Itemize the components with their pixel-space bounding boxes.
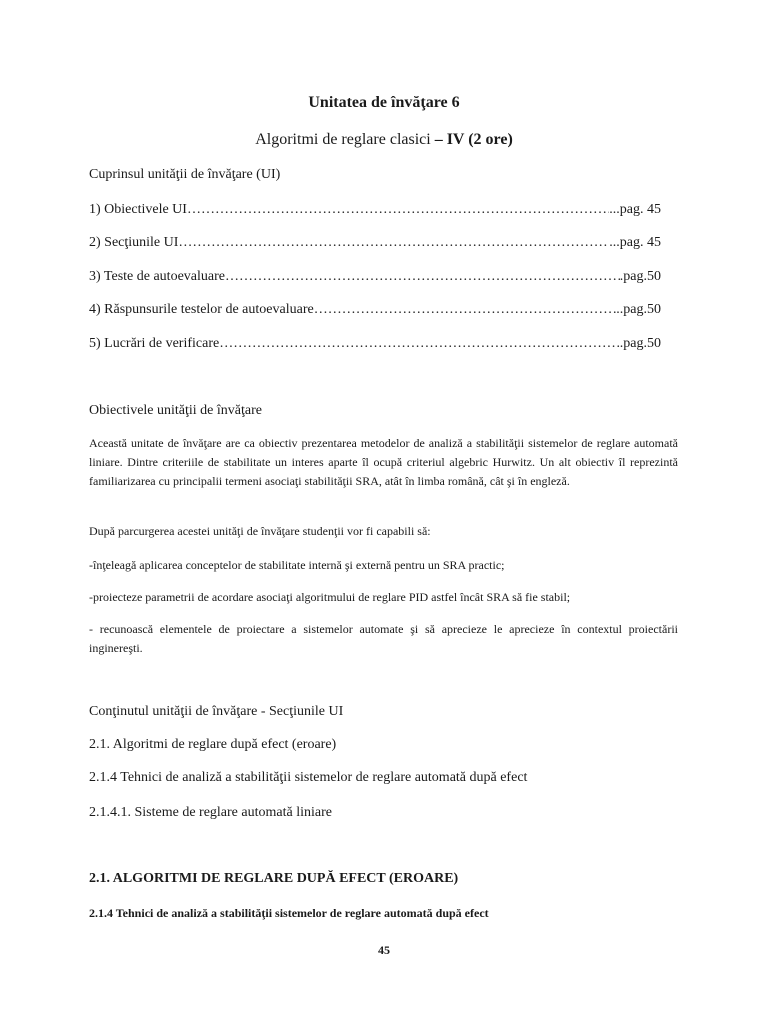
content-item: 2.1.4.1. Sisteme de reglare automată liniare: [89, 805, 332, 820]
toc-item-page: ..pag.50: [616, 302, 661, 317]
toc-item-page: ...pag. 45: [609, 235, 661, 250]
objectives-intro: După parcurgerea acestei unităţi de învăţare studenţii vor fi capabili să:: [89, 524, 431, 538]
toc-item: [89, 202, 661, 218]
toc-leader: [219, 336, 620, 352]
toc-item: [89, 235, 661, 251]
objective-bullet: -proiecteze parametrii de acordare asociaţi algoritmului de reglare PID astfel încât SRA să fie stabil;: [89, 590, 571, 604]
section-heading: 2.1. ALGORITMI DE REGLARE DUPĂ EFECT (EROARE): [89, 871, 459, 886]
toc-item-label: 4) Răspunsurile testelor de autoevaluare: [89, 302, 314, 317]
objective-bullet: - recunoască elementele de proiectare a sistemelor automate şi să aprecieze le aprecieze în contextul proiectării inginereşti.: [89, 622, 678, 655]
toc-leader: [178, 235, 609, 251]
toc-item: [89, 302, 661, 318]
toc-item: [89, 269, 661, 285]
toc-leader: [187, 202, 609, 218]
toc-item-label: 2) Secţiunile UI: [89, 235, 179, 250]
subtitle-duration: – IV (2 ore): [434, 131, 513, 148]
toc-item-label: 1) Obiectivele UI: [89, 202, 187, 217]
objectives-paragraph: Această unitate de învăţare are ca obiectiv prezentarea metodelor de analiză a stabilităţii sistemelor de reglare automată liniare. Dintre criteriile de stabilitate un interes aparte îl ocupă criteriul algebric Hurwitz. Un alt obiectiv îl reprezintă familiarizarea cu principalii termeni asociaţi stabilităţii SRA, atât în limba română, cât şi în engleză.: [89, 436, 678, 488]
unit-subtitle: [0, 131, 768, 149]
toc-item-page: .pag.50: [619, 269, 661, 284]
toc-leader: [225, 269, 620, 285]
content-item: 2.1. Algoritmi de reglare după efect (eroare): [89, 737, 337, 752]
toc-item-page: .pag.50: [619, 336, 661, 351]
toc-item-label: 5) Lucrări de verificare: [89, 336, 220, 351]
subsection-heading: 2.1.4 Tehnici de analiză a stabilităţii sistemelor de reglare automată după efect: [89, 906, 489, 920]
objectives-heading: Obiectivele unităţii de învăţare: [89, 403, 262, 418]
subtitle-text: Algoritmi de reglare clasici: [255, 131, 431, 148]
toc-item-label: 3) Teste de autoevaluare: [89, 269, 225, 284]
page-number: 45: [378, 943, 390, 957]
unit-title: Unitatea de învăţare 6: [308, 94, 460, 111]
toc-heading: Cuprinsul unităţii de învăţare (UI): [89, 167, 281, 182]
toc-item-page: ...pag. 45: [609, 202, 661, 217]
objective-bullet: -înţeleagă aplicarea conceptelor de stabilitate internă şi externă pentru un SRA practic;: [89, 558, 505, 572]
toc-leader: [314, 302, 617, 318]
toc-item: [89, 336, 661, 352]
content-item: 2.1.4 Tehnici de analiză a stabilităţii sistemelor de reglare automată după efect: [89, 770, 528, 785]
content-heading: Conţinutul unităţii de învăţare - Secţiunile UI: [89, 704, 344, 719]
